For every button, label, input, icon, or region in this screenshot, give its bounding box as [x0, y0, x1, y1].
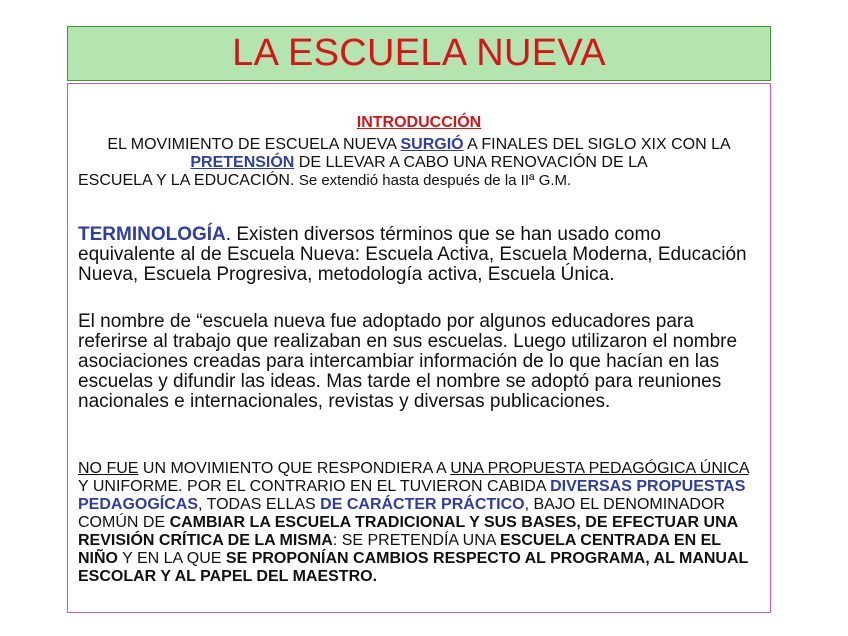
intro-text-2: A FINALES DEL SIGLO XIX CON LA [463, 136, 731, 153]
terminologia-keyword: TERMINOLOGÍA [78, 224, 226, 245]
nofue-s9: CAMBIAR LA ESCUELA TRADICIONAL Y SUS BASES, DE EFECTUAR UNA REVISIÓN CRÍTICA DE LA MISMA [78, 514, 738, 549]
nofue-s5: DIVERSAS PROPUESTAS PEDAGOGÍCAS [78, 478, 746, 513]
content-panel [67, 83, 771, 613]
intro-heading: INTRODUCCIÓN [356, 114, 482, 131]
intro-paragraph [78, 136, 760, 190]
page-title: LA ESCUELA NUEVA [232, 32, 606, 74]
nofue-s12: Y EN LA QUE [118, 550, 226, 567]
nofue-s10: : SE PRETENDÍA UNA [332, 532, 500, 549]
nofue-s6: , TODAS ELLAS [198, 496, 321, 513]
intro-keyword-pretension: PRETENSIÓN [190, 154, 295, 171]
intro-text-1: EL MOVIMIENTO DE ESCUELA NUEVA [107, 136, 401, 153]
nofue-paragraph [78, 460, 762, 586]
intro-keyword-surgio: SURGIÓ [400, 136, 464, 153]
nofue-s1: NO FUE [78, 460, 139, 477]
nofue-s4: Y UNIFORME. POR EL CONTRARIO EN EL TUVIERON CABIDA [78, 478, 551, 495]
nofue-s8: , BAJO EL DENOMINADOR COMÚN DE [78, 496, 725, 531]
intro-text-4: ESCUELA Y LA EDUCACIÓN. [78, 172, 299, 189]
nombre-paragraph: El nombre de “escuela nueva fue adoptado por algunos educadores para referirse al trabajo que realizaban en sus escuelas. Luego utilizaron el nombre asociaciones creadas para intercambiar información de lo que hacían en las escuelas y difundir las ideas. Mas tarde el nombre se adoptó para reuniones nacionales e internacionales, revistas y diversas publicaciones. [78, 311, 738, 412]
terminologia-text: . Existen diversos términos que se han usado como equivalente al de Escuela Nueva: Escuela Activa, Escuela Moderna, Educación Nueva, Escuela Progresiva, metodología activa, Escuela Única. [78, 224, 747, 285]
intro-text-3: DE LLEVAR A CABO UNA RENOVACIÓN DE LA [294, 154, 648, 171]
terminologia-paragraph [78, 225, 762, 285]
intro-last-line [78, 172, 760, 190]
nofue-s13: SE PROPONÍAN CAMBIOS RESPECTO AL PROGRAMA, AL MANUAL ESCOLAR Y AL PAPEL DEL MAESTRO. [78, 550, 749, 585]
title-banner [67, 26, 771, 81]
nofue-s3: UNA PROPUESTA PEDAGÓGICA ÚNICA [450, 460, 749, 477]
nofue-s11: ESCUELA CENTRADA EN EL NIÑO [78, 532, 721, 567]
intro-text-5: Se extendió hasta después de la IIª G.M. [298, 172, 572, 189]
nofue-s2: UN MOVIMIENTO QUE RESPONDIERA A [138, 460, 451, 477]
nofue-s7: DE CARÁCTER PRÁCTICO [320, 496, 525, 513]
